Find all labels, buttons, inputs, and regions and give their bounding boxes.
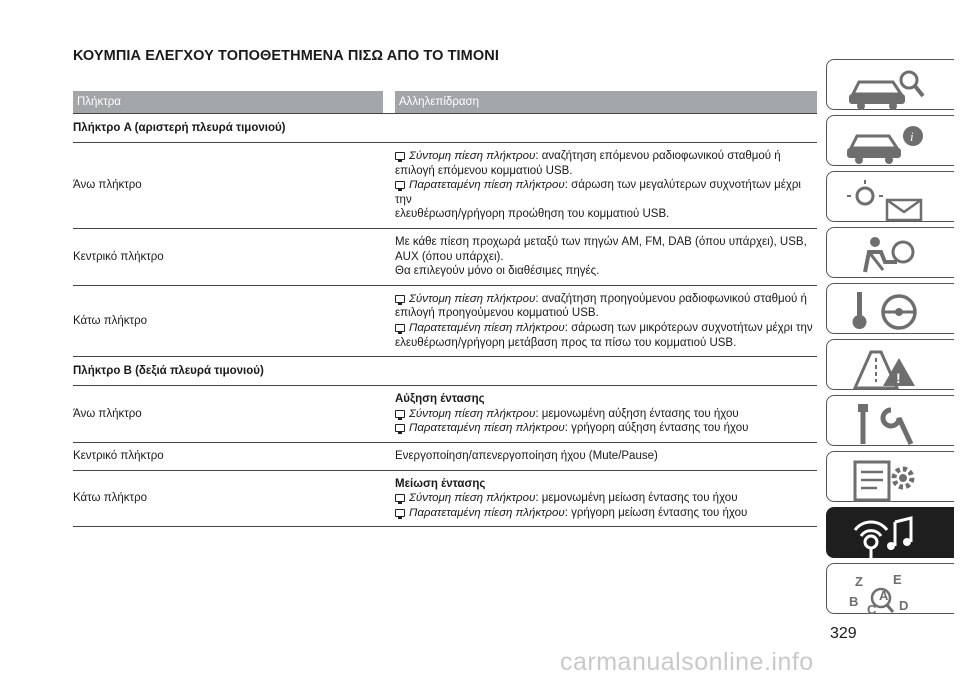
controls-table <box>73 91 817 527</box>
index-letter: C <box>867 602 877 616</box>
line-text: επιλογή προηγούμενου κομματιού USB. <box>395 307 599 320</box>
table-row <box>73 143 817 228</box>
interaction-heading: Αύξηση έντασης <box>395 393 485 406</box>
interaction-line <box>395 421 817 436</box>
index-letter: A <box>879 588 889 603</box>
interaction-line <box>395 491 817 506</box>
interaction-cell <box>395 235 817 279</box>
finger-press-icon <box>395 295 405 303</box>
interaction-cell <box>395 292 817 350</box>
interaction-cell <box>395 149 817 222</box>
interaction-line <box>395 178 817 207</box>
chapter-tab[interactable] <box>826 339 954 390</box>
interaction-line <box>395 321 817 336</box>
index-letter: Z <box>855 574 863 589</box>
line-text: ελευθέρωση/γρήγορη προώθηση του κομματιού USB. <box>395 208 670 221</box>
chapter-tab[interactable] <box>826 227 954 278</box>
interaction-line <box>395 506 817 521</box>
key-name: Κεντρικό πλήκτρο <box>73 449 164 462</box>
line-text: : σάρωση των μικρότερων συχνοτήτων μέχρι την <box>564 321 813 334</box>
section-title: Πλήκτρο A (αριστερή πλευρά τιμονιού) <box>73 122 286 134</box>
interaction-cell <box>395 477 817 521</box>
svg-text:!: ! <box>896 370 901 386</box>
interaction-line <box>395 164 817 179</box>
table-row <box>73 386 817 442</box>
table-row <box>73 229 817 285</box>
finger-press-icon <box>395 509 405 517</box>
header-keys: Πλήκτρα <box>73 91 383 113</box>
line-text: ελευθέρωση/γρήγορη μετάβαση προς τα πίσω του κομματιού USB. <box>395 336 737 349</box>
key-name: Άνω πλήκτρο <box>73 179 142 192</box>
row-divider <box>73 526 817 527</box>
press-type: Σύντομη πίεση πλήκτρου <box>409 292 536 305</box>
chapter-tab[interactable] <box>826 563 954 614</box>
interaction-line <box>395 207 817 222</box>
chapter-tab[interactable] <box>826 283 954 334</box>
finger-press-icon <box>395 152 405 160</box>
page-number: 329 <box>830 625 857 642</box>
table-row <box>73 443 817 470</box>
interaction-cell <box>395 392 817 436</box>
line-text: : γρήγορη μείωση έντασης του ήχου <box>564 506 748 519</box>
interaction-cell <box>395 449 817 464</box>
interaction-line <box>395 449 817 464</box>
watermark: carmanualsonline.info <box>560 648 814 676</box>
index-letter: E <box>893 572 902 587</box>
press-type: Σύντομη πίεση πλήκτρου <box>409 150 536 162</box>
interaction-line <box>395 250 817 265</box>
header-interaction: Αλληλεπίδραση <box>395 91 817 113</box>
line-text: AUX (όπου υπάρχει). <box>395 250 504 263</box>
chapter-sidebar <box>826 59 956 619</box>
interaction-line <box>395 235 817 250</box>
finger-press-icon <box>395 494 405 502</box>
interaction-heading: Μείωση έντασης <box>395 477 486 490</box>
press-type: Παρατεταμένη πίεση πλήκτρου <box>409 506 565 519</box>
chapter-tab[interactable] <box>826 115 954 166</box>
chapter-tab[interactable] <box>826 171 954 222</box>
key-name: Κάτω πλήκτρο <box>73 314 148 327</box>
key-name: Άνω πλήκτρο <box>73 407 142 420</box>
finger-press-icon <box>395 424 405 432</box>
press-type: Παρατεταμένη πίεση πλήκτρου <box>409 321 565 334</box>
interaction-line <box>395 306 817 321</box>
key-name: Κεντρικό πλήκτρο <box>73 250 164 263</box>
index-letter: B <box>849 594 859 609</box>
finger-press-icon <box>395 181 405 189</box>
press-type: Σύντομη πίεση πλήκτρου <box>409 492 536 505</box>
table-header <box>73 91 817 113</box>
table-body <box>73 113 817 527</box>
chapter-tab[interactable] <box>826 451 954 502</box>
index-letter: D <box>899 598 909 613</box>
chapter-tab[interactable] <box>826 507 954 558</box>
table-row <box>73 471 817 527</box>
press-type: Σύντομη πίεση πλήκτρου <box>409 407 536 420</box>
line-text: : αναζήτηση επόμενου ραδιοφωνικού σταθμού ή <box>535 150 781 162</box>
chapter-tab[interactable] <box>826 59 954 110</box>
table-row <box>73 286 817 356</box>
page-title: ΚΟΥΜΠΙΑ ΕΛΕΓΧΟΥ ΤΟΠΟΘΕΤΗΜΕΝΑ ΠΙΣΩ ΑΠΟ ΤΟ ΤΙΜΟΝΙ <box>73 48 499 64</box>
svg-text:i: i <box>910 129 914 144</box>
interaction-line <box>395 264 817 279</box>
press-type: Παρατεταμένη πίεση πλήκτρου <box>409 179 565 192</box>
line-text: : μεμονωμένη μείωση έντασης του ήχου <box>535 492 738 505</box>
line-text: Θα επιλεγούν μόνο οι διαθέσιμες πηγές. <box>395 265 600 278</box>
chapter-tab[interactable] <box>826 395 954 446</box>
line-text: : αναζήτηση προηγούμενου ραδιοφωνικού σταθμού ή <box>535 292 807 305</box>
key-name: Κάτω πλήκτρο <box>73 492 148 505</box>
line-text: Ενεργοποίηση/απενεργοποίηση ήχου (Mute/Pause) <box>395 449 658 462</box>
interaction-line <box>395 407 817 422</box>
finger-press-icon <box>395 410 405 418</box>
interaction-line <box>395 149 817 164</box>
line-text: : γρήγορη αύξηση έντασης του ήχου <box>564 422 749 435</box>
line-text: επιλογή επόμενου κομματιού USB. <box>395 164 573 177</box>
interaction-line <box>395 292 817 307</box>
line-text: : σάρωση των μεγαλύτερων συχνοτήτων μέχρι την <box>395 179 801 206</box>
press-type: Παρατεταμένη πίεση πλήκτρου <box>409 422 565 435</box>
line-text: : μεμονωμένη αύξηση έντασης του ήχου <box>535 407 739 420</box>
section-title: Πλήκτρο B (δεξιά πλευρά τιμονιού) <box>73 365 264 378</box>
finger-press-icon <box>395 324 405 332</box>
interaction-line <box>395 336 817 351</box>
line-text: Με κάθε πίεση προχωρά μεταξύ των πηγών AM, FM, DAB (όπου υπάρχει), USB, <box>395 235 807 248</box>
